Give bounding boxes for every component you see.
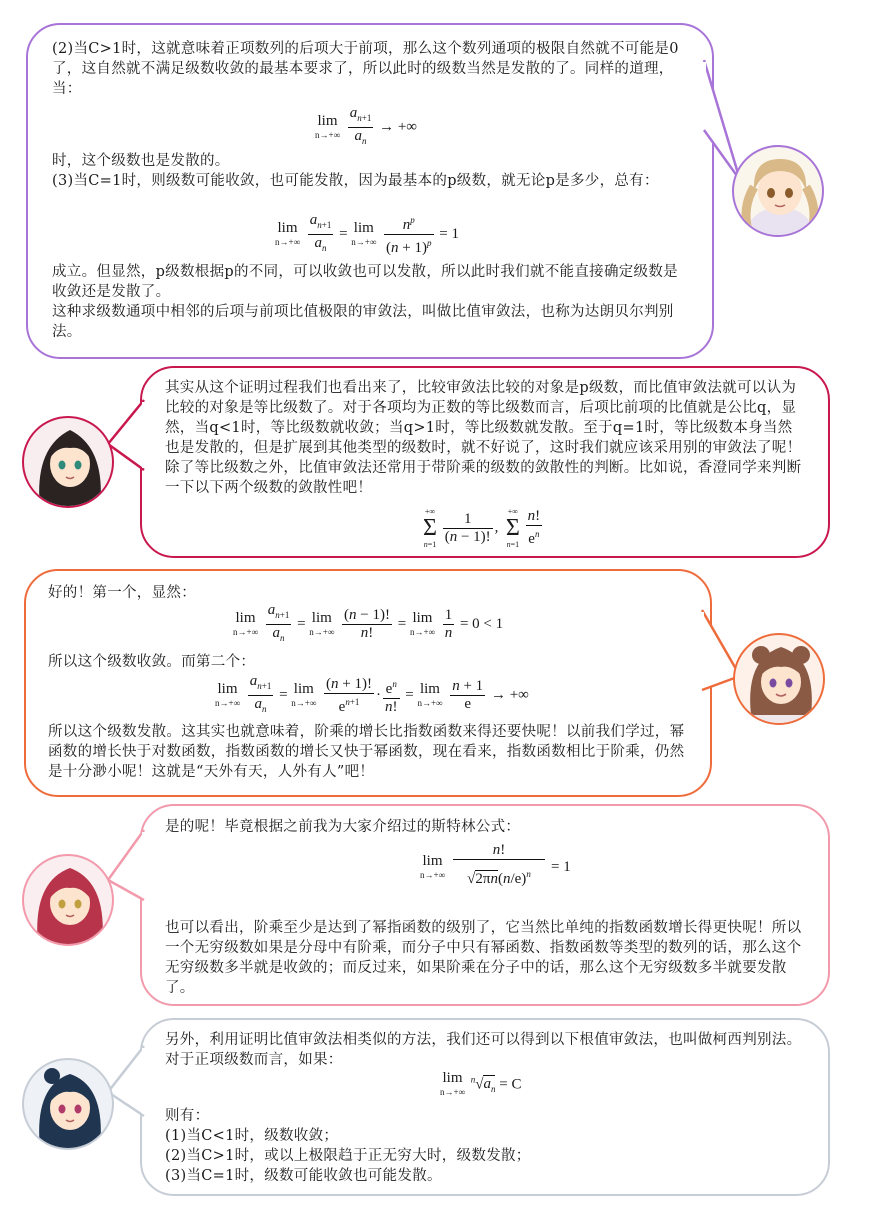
bubble-1-para-5: 这种求级数通项中相邻的后项与前项比值极限的审敛法，叫做比值审敛法，也称为达朗贝尔判别法。 xyxy=(52,304,674,340)
bubble-1-text-b xyxy=(52,151,692,191)
bubble-4-para-1: 是的呢！毕竟根据之前我为大家介绍过的斯特林公式： xyxy=(165,819,521,835)
avatar-girl-red-hair xyxy=(22,854,114,946)
bubble-1-text xyxy=(52,39,692,99)
bubble-5-para-4: (2)当C>1时，或以上极限趋于正无穷大时，级数发散； xyxy=(165,1148,531,1164)
bubble-5-para-5: (3)当C=1时，级数可能收敛也可能发散。 xyxy=(165,1168,442,1184)
bubble-4-text xyxy=(165,817,807,837)
avatar-girl-dark-hair xyxy=(22,416,114,508)
formula-p-series-ratio: lim n→+∞ $\frac{a_{n+1}}{a_n}$ = lim n→+∞ $\frac{n^p}{(n + 1)^p}$ = 1 xyxy=(275,212,459,256)
bubble-5-text-b xyxy=(165,1106,807,1186)
bubble-2-text xyxy=(165,378,807,498)
bubble-5-para-1: 另外，利用证明比值审敛法相类似的方法，我们还可以得到以下根值审敛法，也叫做柯西判别法。对于正项级数而言，如果： xyxy=(165,1032,802,1068)
formula-ratio-limit-infinity: lim n→+∞ $\frac{a_{n+1}}{a_n}$ → +∞ xyxy=(315,105,417,146)
formula-stirling: lim n→+∞ $\frac{n!}{√2\pi n(n/e)^n}$ = 1 xyxy=(420,842,571,887)
bubble-1-para-3: (3)当C=1时，则级数可能收敛，也可能发散，因为最基本的p级数，就无论p是多少，总有： xyxy=(52,173,659,189)
formula-first-series-ratio: lim n→+∞ $\frac{a_{n+1}}{a_n}$ = lim n→+∞ $\frac{(n - 1)!}{n!}$ = lim n→+∞ $\frac{1}{n}$ = 0 < 1 xyxy=(233,602,504,643)
bubble-5-text xyxy=(165,1030,807,1070)
formula-root-test: lim n→+∞ $^n√a_n = C$ xyxy=(440,1070,522,1097)
avatar-girl-brown-hair xyxy=(733,633,825,725)
bubble-5-para-2: 则有： xyxy=(165,1108,210,1124)
bubble-3-para-2: 所以这个级数收敛。而第二个： xyxy=(48,654,256,670)
bubble-1-para-4: 成立。但显然，p级数根据p的不同，可以收敛也可以发散，所以此时我们就不能直接确定级数是收敛还是发散了。 xyxy=(52,264,678,300)
avatar-girl-blonde-twintails xyxy=(732,145,824,237)
avatar-girl-navy-hair xyxy=(22,1058,114,1150)
bubble-3-para-1: 好的！第一个，显然： xyxy=(48,585,196,601)
bubble-1-text-c xyxy=(52,262,692,342)
bubble-4-text-b xyxy=(165,918,807,998)
formula-two-series: +∞ Σ n=1 $\frac{1}{(n - 1)!}$ , +∞ Σ n=1 $\frac{n!}{e^n}$ xyxy=(423,507,541,549)
formula-second-series-ratio: lim n→+∞ $\frac{a_{n+1}}{a_n}$ = lim n→+∞ $\frac{(n + 1)!}{e^{n+1}}$ · $\frac{e^n}{n!}$ = lim n→+∞ $\frac{n + 1}{e}$ → +∞ xyxy=(215,673,529,715)
bubble-4-para-2: 也可以看出，阶乘至少是达到了幂指函数的级别了，它当然比单纯的指数函数增长得更快呢！所以一个无穷级数如果是分母中有阶乘，而分子中只有幂函数、指数函数等类型的数列的话，那么这个无穷级数多半就是收敛的；而反过来，如果阶乘在分子中的话，那么这个无穷级数多半就要发散了。 xyxy=(165,920,802,996)
bubble-1-para-1: (2)当C>1时，这就意味着正项数列的后项大于前项，那么这个数列通项的极限自然就不可能是0了，这自然就不满足级数收敛的最基本要求了，所以此时的级数当然是发散的了。同样的道理，当： xyxy=(52,41,679,97)
bubble-3-text-b xyxy=(48,652,688,672)
bubble-3-text xyxy=(48,583,688,603)
bubble-1-para-2: 时，这个级数也是发散的。 xyxy=(52,153,230,169)
bubble-3-para-3: 所以这个级数发散。这其实也就意味着，阶乘的增长比指数函数来得还要快呢！以前我们学过，幂函数的增长快于对数函数，指数函数的增长又快于幂函数，现在看来，指数函数相比于阶乘，仍然是十分渺小呢！这就是“天外有天，人外有人”吧！ xyxy=(48,724,685,780)
bubble-2-para-1: 其实从这个证明过程我们也看出来了，比较审敛法比较的对象是p级数，而比值审敛法就可以认为比较的对象是等比级数了。对于各项均为正数的等比级数而言，后项比前项的比值就是公比q，显然，当q<1时，等比级数就收敛；当q>1时，等比级数就发散。至于q=1时，等比级数本身当然也是发散的，但是扩展到其他类型的级数时，就不好说了，这时我们就应该采用别的审敛法了呢！除了等比级数之外，比值审敛法还常用于带阶乘的级数的敛散性的判断。比如说，香澄同学来判断一下以下两个级数的敛散性吧！ xyxy=(165,380,802,496)
bubble-5-para-3: (1)当C<1时，级数收敛； xyxy=(165,1128,339,1144)
bubble-3-text-c xyxy=(48,722,688,782)
